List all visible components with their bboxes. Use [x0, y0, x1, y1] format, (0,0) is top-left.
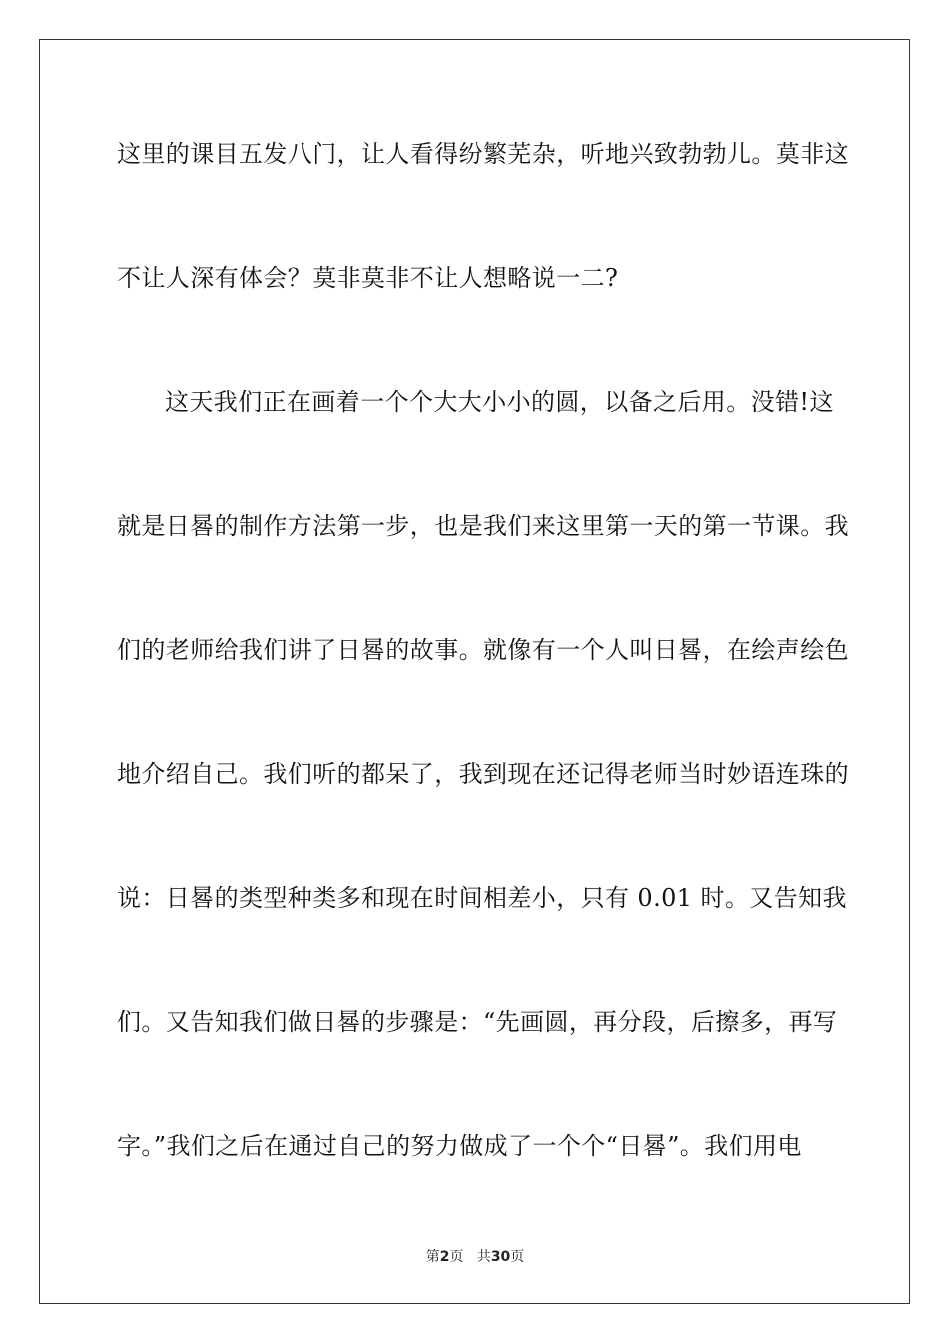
current-page-number: 2: [439, 1249, 450, 1265]
paragraph-line: 地介绍自己。我们听的都呆了，我到现在还记得老师当时妙语连珠的: [117, 760, 849, 788]
total-page-count: 30: [490, 1249, 511, 1265]
page-indicator: 第2页: [425, 1249, 464, 1265]
paragraph-line: 就是日晷的制作方法第一步，也是我们来这里第一天的第一节课。我: [117, 512, 849, 540]
paragraph-line: 不让人深有体会？莫非莫非不让人想略说一二?: [117, 264, 619, 292]
paragraph-line: 字。”我们之后在通过自己的努力做成了一个个“日晷”。我们用电: [117, 1132, 802, 1160]
total-pages-indicator: 共30页: [476, 1249, 525, 1265]
paragraph-line: 这里的课目五发八门，让人看得纷繁芜杂，听地兴致勃勃儿。莫非这: [117, 140, 849, 168]
page-border: [39, 39, 910, 1304]
paragraph-line: 这天我们正在画着一个个大大小小的圆，以备之后用。没错!这: [165, 388, 834, 416]
paragraph-line: 们的老师给我们讲了日晷的故事。就像有一个人叫日晷，在绘声绘色: [117, 636, 849, 664]
paragraph-line: 说：日晷的类型种类多和现在时间相差小，只有 0.01 时。又告知我: [117, 884, 847, 912]
paragraph-line: 们。又告知我们做日晷的步骤是：“先画圆，再分段，后擦多，再写: [117, 1008, 838, 1036]
page-footer: [0, 1247, 950, 1267]
